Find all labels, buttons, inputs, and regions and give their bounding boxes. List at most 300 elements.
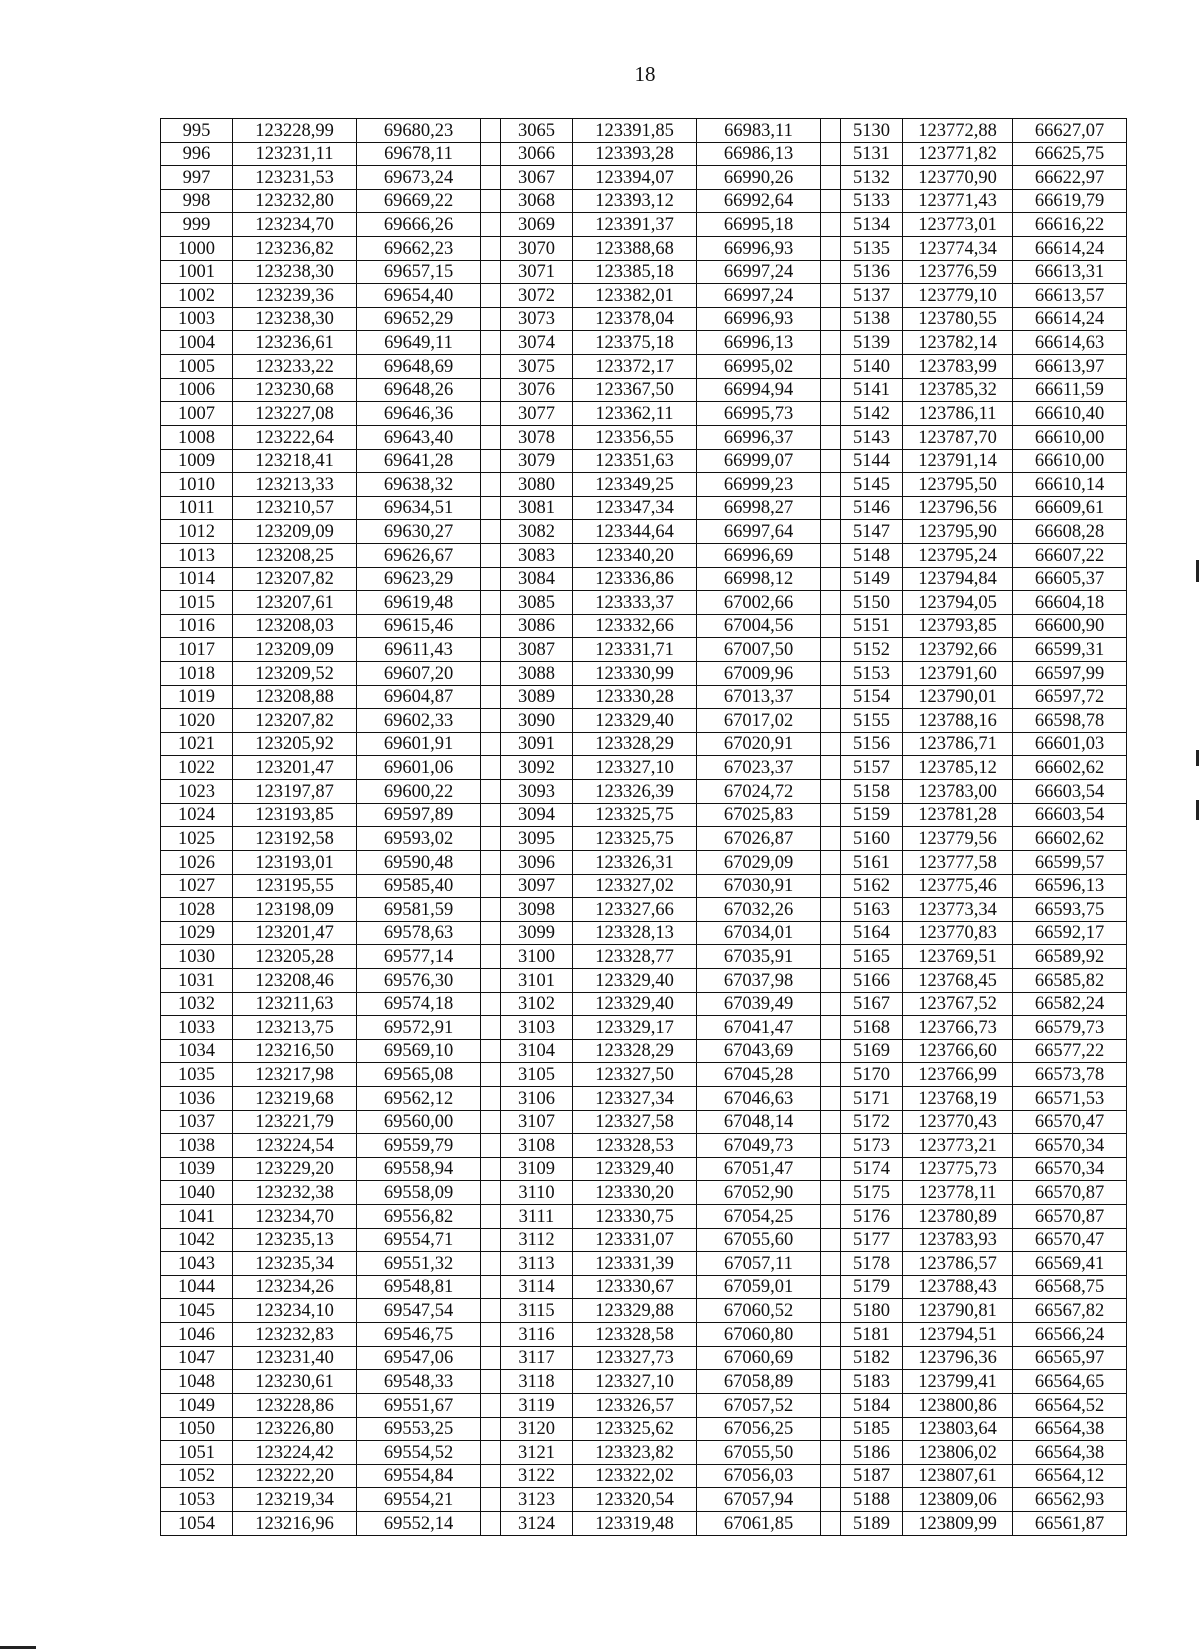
point-id-cell: 5181 xyxy=(841,1323,903,1347)
point-id-cell: 3096 xyxy=(501,850,573,874)
table-row xyxy=(161,803,1127,827)
point-id-cell: 3082 xyxy=(501,520,573,544)
y-coord-cell: 67004,56 xyxy=(697,614,821,638)
spacer-cell xyxy=(821,1441,841,1465)
y-coord-cell: 69600,22 xyxy=(357,780,481,804)
table-row xyxy=(161,307,1127,331)
y-coord-cell: 66585,82 xyxy=(1013,968,1127,992)
spacer-cell xyxy=(481,732,501,756)
x-coord-cell: 123236,61 xyxy=(233,331,357,355)
point-id-cell: 3087 xyxy=(501,638,573,662)
x-coord-cell: 123218,41 xyxy=(233,449,357,473)
point-id-cell: 997 xyxy=(161,166,233,190)
y-coord-cell: 67057,11 xyxy=(697,1252,821,1276)
point-id-cell: 3112 xyxy=(501,1228,573,1252)
y-coord-cell: 69601,91 xyxy=(357,732,481,756)
coordinates-table xyxy=(160,118,1127,1536)
x-coord-cell: 123209,09 xyxy=(233,638,357,662)
y-coord-cell: 67023,37 xyxy=(697,756,821,780)
y-coord-cell: 66997,24 xyxy=(697,260,821,284)
point-id-cell: 1041 xyxy=(161,1205,233,1229)
y-coord-cell: 67043,69 xyxy=(697,1039,821,1063)
point-id-cell: 3095 xyxy=(501,827,573,851)
x-coord-cell: 123788,16 xyxy=(903,709,1013,733)
x-coord-cell: 123210,57 xyxy=(233,496,357,520)
point-id-cell: 1038 xyxy=(161,1134,233,1158)
x-coord-cell: 123772,88 xyxy=(903,119,1013,143)
x-coord-cell: 123238,30 xyxy=(233,307,357,331)
point-id-cell: 1048 xyxy=(161,1370,233,1394)
x-coord-cell: 123213,75 xyxy=(233,1016,357,1040)
table-row xyxy=(161,1063,1127,1087)
spacer-cell xyxy=(481,1252,501,1276)
table-row xyxy=(161,1393,1127,1417)
point-id-cell: 5133 xyxy=(841,189,903,213)
x-coord-cell: 123209,52 xyxy=(233,662,357,686)
spacer-cell xyxy=(821,166,841,190)
x-coord-cell: 123216,50 xyxy=(233,1039,357,1063)
y-coord-cell: 66610,40 xyxy=(1013,402,1127,426)
y-coord-cell: 69547,06 xyxy=(357,1346,481,1370)
spacer-cell xyxy=(821,709,841,733)
x-coord-cell: 123333,37 xyxy=(573,591,697,615)
point-id-cell: 1026 xyxy=(161,850,233,874)
point-id-cell: 1052 xyxy=(161,1464,233,1488)
x-coord-cell: 123803,64 xyxy=(903,1417,1013,1441)
y-coord-cell: 66577,22 xyxy=(1013,1039,1127,1063)
x-coord-cell: 123332,66 xyxy=(573,614,697,638)
point-id-cell: 3088 xyxy=(501,662,573,686)
x-coord-cell: 123362,11 xyxy=(573,402,697,426)
y-coord-cell: 66986,13 xyxy=(697,142,821,166)
spacer-cell xyxy=(821,614,841,638)
spacer-cell xyxy=(821,1157,841,1181)
spacer-cell xyxy=(821,662,841,686)
spacer-cell xyxy=(821,284,841,308)
point-id-cell: 5183 xyxy=(841,1370,903,1394)
x-coord-cell: 123201,47 xyxy=(233,921,357,945)
table-row xyxy=(161,992,1127,1016)
y-coord-cell: 69551,67 xyxy=(357,1393,481,1417)
x-coord-cell: 123770,90 xyxy=(903,166,1013,190)
y-coord-cell: 66607,22 xyxy=(1013,543,1127,567)
point-id-cell: 1039 xyxy=(161,1157,233,1181)
x-coord-cell: 123771,82 xyxy=(903,142,1013,166)
x-coord-cell: 123226,80 xyxy=(233,1417,357,1441)
spacer-cell xyxy=(481,968,501,992)
spacer-cell xyxy=(481,780,501,804)
spacer-cell xyxy=(481,827,501,851)
x-coord-cell: 123197,87 xyxy=(233,780,357,804)
point-id-cell: 999 xyxy=(161,213,233,237)
x-coord-cell: 123224,54 xyxy=(233,1134,357,1158)
point-id-cell: 1016 xyxy=(161,614,233,638)
spacer-cell xyxy=(481,874,501,898)
point-id-cell: 3091 xyxy=(501,732,573,756)
point-id-cell: 3074 xyxy=(501,331,573,355)
x-coord-cell: 123781,28 xyxy=(903,803,1013,827)
x-coord-cell: 123209,09 xyxy=(233,520,357,544)
table-row xyxy=(161,1086,1127,1110)
x-coord-cell: 123344,64 xyxy=(573,520,697,544)
x-coord-cell: 123207,61 xyxy=(233,591,357,615)
y-coord-cell: 69652,29 xyxy=(357,307,481,331)
x-coord-cell: 123328,13 xyxy=(573,921,697,945)
point-id-cell: 1009 xyxy=(161,449,233,473)
y-coord-cell: 67058,89 xyxy=(697,1370,821,1394)
point-id-cell: 1044 xyxy=(161,1275,233,1299)
table-row xyxy=(161,1441,1127,1465)
spacer-cell xyxy=(481,1086,501,1110)
point-id-cell: 5149 xyxy=(841,567,903,591)
spacer-cell xyxy=(481,591,501,615)
point-id-cell: 3067 xyxy=(501,166,573,190)
point-id-cell: 1029 xyxy=(161,921,233,945)
x-coord-cell: 123774,34 xyxy=(903,237,1013,261)
x-coord-cell: 123388,68 xyxy=(573,237,697,261)
y-coord-cell: 66995,73 xyxy=(697,402,821,426)
y-coord-cell: 69556,82 xyxy=(357,1205,481,1229)
table-row xyxy=(161,614,1127,638)
spacer-cell xyxy=(821,189,841,213)
y-coord-cell: 69559,79 xyxy=(357,1134,481,1158)
spacer-cell xyxy=(481,1063,501,1087)
point-id-cell: 5145 xyxy=(841,473,903,497)
table-row xyxy=(161,1016,1127,1040)
y-coord-cell: 69630,27 xyxy=(357,520,481,544)
x-coord-cell: 123790,81 xyxy=(903,1299,1013,1323)
x-coord-cell: 123372,17 xyxy=(573,355,697,379)
scan-mark xyxy=(1196,800,1199,820)
x-coord-cell: 123393,12 xyxy=(573,189,697,213)
spacer-cell xyxy=(821,850,841,874)
x-coord-cell: 123780,55 xyxy=(903,307,1013,331)
spacer-cell xyxy=(821,1511,841,1535)
y-coord-cell: 67057,94 xyxy=(697,1488,821,1512)
spacer-cell xyxy=(481,685,501,709)
y-coord-cell: 66983,11 xyxy=(697,119,821,143)
x-coord-cell: 123773,01 xyxy=(903,213,1013,237)
x-coord-cell: 123378,04 xyxy=(573,307,697,331)
x-coord-cell: 123349,25 xyxy=(573,473,697,497)
x-coord-cell: 123325,75 xyxy=(573,827,697,851)
x-coord-cell: 123766,73 xyxy=(903,1016,1013,1040)
table-row xyxy=(161,496,1127,520)
y-coord-cell: 69611,43 xyxy=(357,638,481,662)
y-coord-cell: 69669,22 xyxy=(357,189,481,213)
spacer-cell xyxy=(821,945,841,969)
y-coord-cell: 67059,01 xyxy=(697,1275,821,1299)
y-coord-cell: 67026,87 xyxy=(697,827,821,851)
point-id-cell: 3102 xyxy=(501,992,573,1016)
point-id-cell: 5182 xyxy=(841,1346,903,1370)
point-id-cell: 3098 xyxy=(501,898,573,922)
spacer-cell xyxy=(481,1346,501,1370)
x-coord-cell: 123770,43 xyxy=(903,1110,1013,1134)
point-id-cell: 3071 xyxy=(501,260,573,284)
x-coord-cell: 123770,83 xyxy=(903,921,1013,945)
point-id-cell: 5131 xyxy=(841,142,903,166)
y-coord-cell: 69581,59 xyxy=(357,898,481,922)
x-coord-cell: 123232,83 xyxy=(233,1323,357,1347)
y-coord-cell: 66573,78 xyxy=(1013,1063,1127,1087)
point-id-cell: 5175 xyxy=(841,1181,903,1205)
point-id-cell: 5174 xyxy=(841,1157,903,1181)
x-coord-cell: 123330,99 xyxy=(573,662,697,686)
point-id-cell: 3076 xyxy=(501,378,573,402)
point-id-cell: 1037 xyxy=(161,1110,233,1134)
spacer-cell xyxy=(821,567,841,591)
point-id-cell: 1024 xyxy=(161,803,233,827)
y-coord-cell: 66597,99 xyxy=(1013,662,1127,686)
x-coord-cell: 123233,22 xyxy=(233,355,357,379)
y-coord-cell: 67007,50 xyxy=(697,638,821,662)
point-id-cell: 5162 xyxy=(841,874,903,898)
point-id-cell: 5188 xyxy=(841,1488,903,1512)
x-coord-cell: 123328,29 xyxy=(573,732,697,756)
spacer-cell xyxy=(821,732,841,756)
y-coord-cell: 69678,11 xyxy=(357,142,481,166)
y-coord-cell: 67060,80 xyxy=(697,1323,821,1347)
point-id-cell: 5150 xyxy=(841,591,903,615)
point-id-cell: 5160 xyxy=(841,827,903,851)
x-coord-cell: 123329,40 xyxy=(573,968,697,992)
y-coord-cell: 67054,25 xyxy=(697,1205,821,1229)
x-coord-cell: 123328,53 xyxy=(573,1134,697,1158)
y-coord-cell: 66598,78 xyxy=(1013,709,1127,733)
x-coord-cell: 123326,31 xyxy=(573,850,697,874)
y-coord-cell: 66571,53 xyxy=(1013,1086,1127,1110)
x-coord-cell: 123769,51 xyxy=(903,945,1013,969)
y-coord-cell: 67061,85 xyxy=(697,1511,821,1535)
point-id-cell: 3072 xyxy=(501,284,573,308)
y-coord-cell: 69554,52 xyxy=(357,1441,481,1465)
x-coord-cell: 123771,43 xyxy=(903,189,1013,213)
spacer-cell xyxy=(481,898,501,922)
table-row xyxy=(161,142,1127,166)
table-row xyxy=(161,355,1127,379)
point-id-cell: 1025 xyxy=(161,827,233,851)
point-id-cell: 5167 xyxy=(841,992,903,1016)
spacer-cell xyxy=(821,1393,841,1417)
y-coord-cell: 66611,59 xyxy=(1013,378,1127,402)
point-id-cell: 3119 xyxy=(501,1393,573,1417)
y-coord-cell: 69547,54 xyxy=(357,1299,481,1323)
spacer-cell xyxy=(821,756,841,780)
spacer-cell xyxy=(481,662,501,686)
spacer-cell xyxy=(481,1511,501,1535)
table-row xyxy=(161,968,1127,992)
y-coord-cell: 66569,41 xyxy=(1013,1252,1127,1276)
y-coord-cell: 69615,46 xyxy=(357,614,481,638)
y-coord-cell: 69558,09 xyxy=(357,1181,481,1205)
table-row xyxy=(161,331,1127,355)
y-coord-cell: 66564,12 xyxy=(1013,1464,1127,1488)
spacer-cell xyxy=(821,992,841,1016)
point-id-cell: 5153 xyxy=(841,662,903,686)
table-row xyxy=(161,378,1127,402)
spacer-cell xyxy=(481,355,501,379)
point-id-cell: 1033 xyxy=(161,1016,233,1040)
point-id-cell: 5173 xyxy=(841,1134,903,1158)
x-coord-cell: 123795,90 xyxy=(903,520,1013,544)
point-id-cell: 3083 xyxy=(501,543,573,567)
y-coord-cell: 66600,90 xyxy=(1013,614,1127,638)
point-id-cell: 5147 xyxy=(841,520,903,544)
x-coord-cell: 123198,09 xyxy=(233,898,357,922)
spacer-cell xyxy=(821,1063,841,1087)
y-coord-cell: 66613,31 xyxy=(1013,260,1127,284)
x-coord-cell: 123232,80 xyxy=(233,189,357,213)
y-coord-cell: 69548,33 xyxy=(357,1370,481,1394)
point-id-cell: 1054 xyxy=(161,1511,233,1535)
point-id-cell: 1047 xyxy=(161,1346,233,1370)
x-coord-cell: 123325,75 xyxy=(573,803,697,827)
point-id-cell: 1051 xyxy=(161,1441,233,1465)
y-coord-cell: 66567,82 xyxy=(1013,1299,1127,1323)
point-id-cell: 3114 xyxy=(501,1275,573,1299)
x-coord-cell: 123766,99 xyxy=(903,1063,1013,1087)
spacer-cell xyxy=(481,803,501,827)
x-coord-cell: 123785,12 xyxy=(903,756,1013,780)
point-id-cell: 5130 xyxy=(841,119,903,143)
point-id-cell: 5155 xyxy=(841,709,903,733)
x-coord-cell: 123322,02 xyxy=(573,1464,697,1488)
x-coord-cell: 123328,77 xyxy=(573,945,697,969)
x-coord-cell: 123796,56 xyxy=(903,496,1013,520)
y-coord-cell: 67056,03 xyxy=(697,1464,821,1488)
y-coord-cell: 69576,30 xyxy=(357,968,481,992)
y-coord-cell: 67037,98 xyxy=(697,968,821,992)
x-coord-cell: 123326,39 xyxy=(573,780,697,804)
point-id-cell: 3108 xyxy=(501,1134,573,1158)
y-coord-cell: 66996,93 xyxy=(697,237,821,261)
y-coord-cell: 69643,40 xyxy=(357,425,481,449)
point-id-cell: 3111 xyxy=(501,1205,573,1229)
x-coord-cell: 123231,53 xyxy=(233,166,357,190)
spacer-cell xyxy=(821,1016,841,1040)
x-coord-cell: 123327,58 xyxy=(573,1110,697,1134)
x-coord-cell: 123329,40 xyxy=(573,1157,697,1181)
spacer-cell xyxy=(481,189,501,213)
x-coord-cell: 123329,88 xyxy=(573,1299,697,1323)
point-id-cell: 5141 xyxy=(841,378,903,402)
y-coord-cell: 69572,91 xyxy=(357,1016,481,1040)
y-coord-cell: 66570,87 xyxy=(1013,1205,1127,1229)
x-coord-cell: 123778,11 xyxy=(903,1181,1013,1205)
point-id-cell: 3100 xyxy=(501,945,573,969)
spacer-cell xyxy=(481,1039,501,1063)
x-coord-cell: 123329,40 xyxy=(573,709,697,733)
table-row xyxy=(161,1252,1127,1276)
y-coord-cell: 66613,97 xyxy=(1013,355,1127,379)
x-coord-cell: 123776,59 xyxy=(903,260,1013,284)
table-row xyxy=(161,543,1127,567)
y-coord-cell: 66609,61 xyxy=(1013,496,1127,520)
spacer-cell xyxy=(821,402,841,426)
y-coord-cell: 66602,62 xyxy=(1013,756,1127,780)
x-coord-cell: 123786,71 xyxy=(903,732,1013,756)
y-coord-cell: 69673,24 xyxy=(357,166,481,190)
spacer-cell xyxy=(821,1417,841,1441)
point-id-cell: 1030 xyxy=(161,945,233,969)
spacer-cell xyxy=(481,166,501,190)
spacer-cell xyxy=(821,1299,841,1323)
y-coord-cell: 69638,32 xyxy=(357,473,481,497)
spacer-cell xyxy=(481,945,501,969)
point-id-cell: 3120 xyxy=(501,1417,573,1441)
x-coord-cell: 123809,06 xyxy=(903,1488,1013,1512)
x-coord-cell: 123327,10 xyxy=(573,1370,697,1394)
table-row xyxy=(161,1110,1127,1134)
x-coord-cell: 123201,47 xyxy=(233,756,357,780)
y-coord-cell: 67060,52 xyxy=(697,1299,821,1323)
y-coord-cell: 67029,09 xyxy=(697,850,821,874)
x-coord-cell: 123235,13 xyxy=(233,1228,357,1252)
y-coord-cell: 69649,11 xyxy=(357,331,481,355)
point-id-cell: 3106 xyxy=(501,1086,573,1110)
table-row xyxy=(161,732,1127,756)
x-coord-cell: 123799,41 xyxy=(903,1370,1013,1394)
x-coord-cell: 123231,11 xyxy=(233,142,357,166)
spacer-cell xyxy=(481,1110,501,1134)
y-coord-cell: 67024,72 xyxy=(697,780,821,804)
table-row xyxy=(161,449,1127,473)
y-coord-cell: 69657,15 xyxy=(357,260,481,284)
x-coord-cell: 123328,29 xyxy=(573,1039,697,1063)
y-coord-cell: 66996,69 xyxy=(697,543,821,567)
y-coord-cell: 66996,37 xyxy=(697,425,821,449)
spacer-cell xyxy=(821,1205,841,1229)
point-id-cell: 5134 xyxy=(841,213,903,237)
table-row xyxy=(161,850,1127,874)
y-coord-cell: 66570,47 xyxy=(1013,1228,1127,1252)
x-coord-cell: 123795,50 xyxy=(903,473,1013,497)
point-id-cell: 1043 xyxy=(161,1252,233,1276)
x-coord-cell: 123791,60 xyxy=(903,662,1013,686)
point-id-cell: 3079 xyxy=(501,449,573,473)
y-coord-cell: 69646,36 xyxy=(357,402,481,426)
spacer-cell xyxy=(821,142,841,166)
point-id-cell: 3105 xyxy=(501,1063,573,1087)
point-id-cell: 3075 xyxy=(501,355,573,379)
point-id-cell: 3084 xyxy=(501,567,573,591)
table-row xyxy=(161,1181,1127,1205)
y-coord-cell: 67045,28 xyxy=(697,1063,821,1087)
x-coord-cell: 123211,63 xyxy=(233,992,357,1016)
point-id-cell: 1050 xyxy=(161,1417,233,1441)
point-id-cell: 3093 xyxy=(501,780,573,804)
point-id-cell: 5170 xyxy=(841,1063,903,1087)
x-coord-cell: 123213,33 xyxy=(233,473,357,497)
y-coord-cell: 66589,92 xyxy=(1013,945,1127,969)
x-coord-cell: 123193,01 xyxy=(233,850,357,874)
spacer-cell xyxy=(481,850,501,874)
y-coord-cell: 66610,14 xyxy=(1013,473,1127,497)
x-coord-cell: 123327,66 xyxy=(573,898,697,922)
table-row xyxy=(161,709,1127,733)
point-id-cell: 1015 xyxy=(161,591,233,615)
spacer-cell xyxy=(821,1488,841,1512)
y-coord-cell: 67055,50 xyxy=(697,1441,821,1465)
x-coord-cell: 123791,14 xyxy=(903,449,1013,473)
table-row xyxy=(161,189,1127,213)
spacer-cell xyxy=(821,1228,841,1252)
table-row xyxy=(161,1228,1127,1252)
point-id-cell: 5186 xyxy=(841,1441,903,1465)
table-row xyxy=(161,780,1127,804)
point-id-cell: 3081 xyxy=(501,496,573,520)
